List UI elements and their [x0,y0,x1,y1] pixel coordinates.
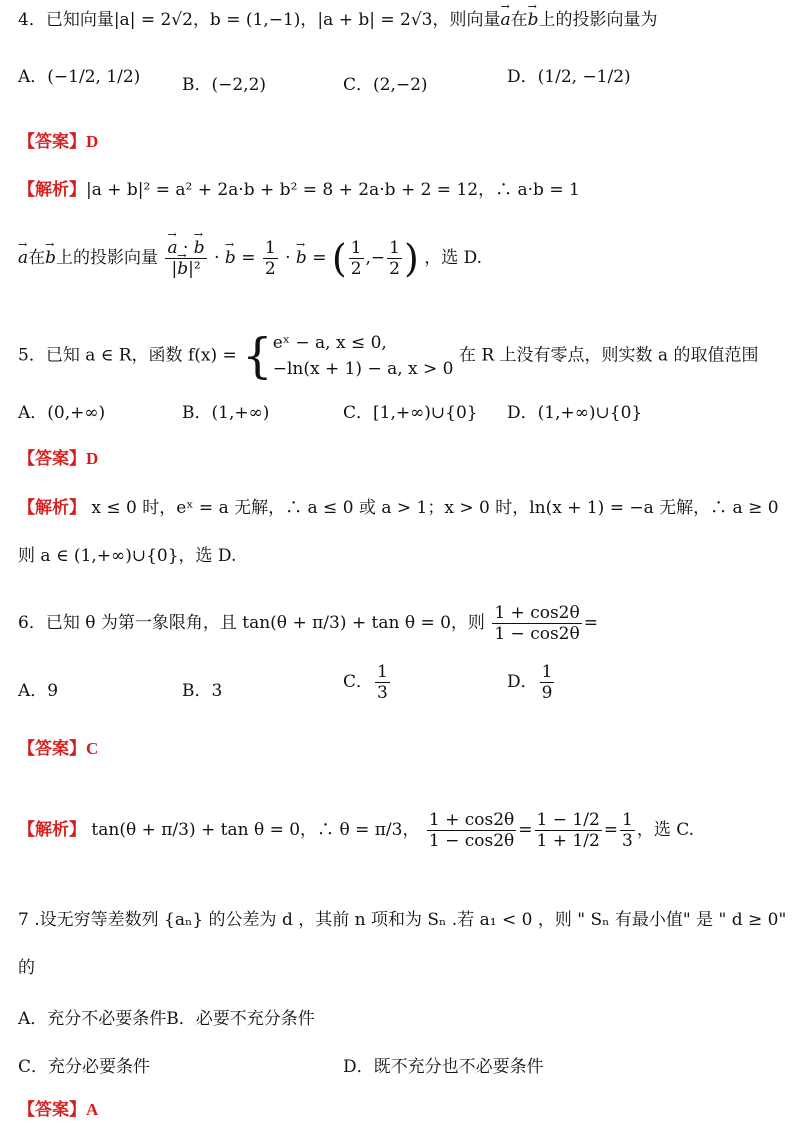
q4-option-a[interactable] [18,62,140,87]
q4-half-fraction: $\frac{1}{2}$ [264,238,276,279]
q5-cases [273,330,454,382]
q5-option-b[interactable]: B．(1,+∞) [182,403,270,423]
q5-stem-pre: 5．已知 a ∈ R，函数 f(x) = [18,345,237,366]
q5-stem [18,330,758,382]
q6-frac-den: 1 − cos2θ [494,624,580,644]
q4-option-b[interactable]: B．(−2,2) [182,75,267,95]
q6-sol-fraction1 [427,810,516,851]
q6-sol-post: ，选 C. [636,820,695,840]
q5-answer-value: D [86,449,99,468]
q6-sol-frac2-num: 1 − 1/2 [536,810,600,830]
q6-sol-fraction2 [535,810,602,851]
q5-answer [18,447,98,471]
q5-solution-line1 [18,496,779,520]
q6-option-c-label: C． [343,672,374,692]
q6-option-c-num: 1 [377,662,388,682]
q5-stem-post: 在 R 上没有零点，则实数 a 的取值范围 [458,345,759,366]
q6-sol-result [620,810,635,851]
q5-case2: −ln(x + 1) − a, x > 0 [272,359,454,379]
q4-solution-tag: 【解析】 [18,180,86,200]
q5-brace: { [242,328,273,384]
q4-option-a-label: A． [18,67,48,87]
q4-solution-text1: |a + b|² = a² + 2a·b + b² = 8 + 2a·b + 2 = 12，∴ a·b = 1 [86,180,580,200]
q4-cond2: ，b = (1,−1)， [192,10,318,30]
q6-option-c[interactable] [343,662,392,703]
q6-option-d-fraction [540,662,555,703]
q4-cond1: |a| = 2√2 [113,10,193,30]
q4-stem-post: ，则向量 [432,10,501,30]
q4-stem-mid: 在 [510,10,528,30]
q4-option-d-value: (1/2, −1/2) [537,67,631,87]
q4-sol2-post: ，选 D. [424,248,483,268]
q5-option-d[interactable]: D．(1,+∞)∪{0} [507,403,643,423]
q6-sol-eq1: = [518,820,533,840]
q5-answer-tag: 【答案】 [18,449,86,469]
q6-option-a[interactable]: A．9 [18,681,59,701]
q7-option-ab[interactable]: A．充分不必要条件B．必要不充分条件 [18,1009,315,1029]
q6-answer-value: C [86,739,99,758]
q6-sol-frac-num: 1 + cos2θ [428,810,515,830]
q4-option-c[interactable]: C．(2,−2) [343,75,428,95]
q7-answer [18,1098,98,1122]
q6-answer-tag: 【答案】 [18,739,86,759]
q6-stem-fraction [492,603,581,644]
q5-case1: eˣ − a, x ≤ 0, [272,333,387,353]
q4-sol2-mid: 上的投影向量 [56,248,159,268]
q4-stem-pre: 4．已知向量 [18,10,114,30]
q4-solution-line1 [18,178,580,202]
q5-solution-tag: 【解析】 [18,498,86,518]
q6-sol-res-den: 3 [622,831,633,851]
q6-sol-eq2: = [603,820,619,840]
q6-option-d-den: 9 [541,683,553,703]
q7-option-d[interactable]: D．既不充分也不必要条件 [343,1057,544,1077]
q6-option-c-fraction [375,662,390,703]
q6-option-d-num: 1 [541,662,553,682]
q6-sol-res-num: 1 [622,810,633,830]
q6-answer [18,737,98,761]
q4-proj-fraction: → $\frac{a \cdot \to b}{\text{|→ b|²}}$ [165,238,206,279]
q6-sol-frac-den: 1 − cos2θ [428,831,515,851]
q4-answer-value: D [86,132,99,151]
q7-stem: 7 .设无穷等差数列 {aₙ} 的公差为 d ，其前 n 项和为 Sₙ .若 a₁ < 0 ，则 " Sₙ 有最小值" 是 " d ≥ 0" [18,910,787,930]
vec-b: → b [528,8,539,32]
q6-sol-frac2-den: 1 + 1/2 [536,831,600,851]
q4-stem [18,8,658,32]
q7-answer-value: A [86,1100,99,1119]
q5-solution-line2: 则 a ∈ (1,+∞)∪{0}，选 D. [18,546,237,566]
q5-option-a[interactable]: A．(0,+∞) [18,403,106,423]
q4-cond3: |a + b| = 2√3 [317,10,433,30]
q4-option-a-value: (−1/2, 1/2) [47,67,141,87]
q6-stem-post: = [583,613,598,633]
q4-solution-line2: → a在→ b上的投影向量 → $\frac{a \cdot \to b}{\text{|→ b|²}}$ · → b = $\frac{1}{2}$ · → b = ( $\frac{1}{2}$ ,− $\frac{1}{2}$ ) ，选 D. [18,238,482,279]
q5-solution-text1: x ≤ 0 时，eˣ = a 无解，∴ a ≤ 0 或 a > 1；x > 0 时，ln(x + 1) = −a 无解，∴ a ≥ 0 [86,498,779,518]
vec-a: → a [18,246,28,270]
q6-option-b[interactable]: B．3 [182,681,223,701]
q4-stem-end: 上的投影向量为 [538,10,658,30]
q6-solution-text1: tan(θ + π/3) + tan θ = 0，∴ θ = π/3， [86,820,420,840]
q6-stem [18,603,598,644]
q4-option-d-label: D． [507,67,538,87]
q6-solution [18,810,694,851]
q7-option-c[interactable]: C．充分必要条件 [18,1057,151,1077]
q6-solution-tag: 【解析】 [18,820,86,840]
vec-b: → b [45,246,56,270]
q6-option-d-label: D． [507,672,538,692]
q5-option-c[interactable]: C．[1,+∞)∪{0} [343,403,478,423]
q7-answer-tag: 【答案】 [18,1100,86,1120]
q6-option-c-den: 3 [377,683,388,703]
q6-option-d[interactable] [507,662,556,703]
q4-sol2-pre: 在 [28,248,46,268]
q6-frac-num: 1 + cos2θ [494,603,580,623]
q6-stem-pre: 6．已知 θ 为第一象限角，且 tan(θ + π/3) + tan θ = 0，则 [18,613,485,633]
vec-a: → a [500,8,510,32]
q7-stem2: 的 [18,958,35,978]
q4-answer [18,130,98,154]
q4-answer-tag: 【答案】 [18,132,86,152]
q4-option-d[interactable] [507,62,631,87]
